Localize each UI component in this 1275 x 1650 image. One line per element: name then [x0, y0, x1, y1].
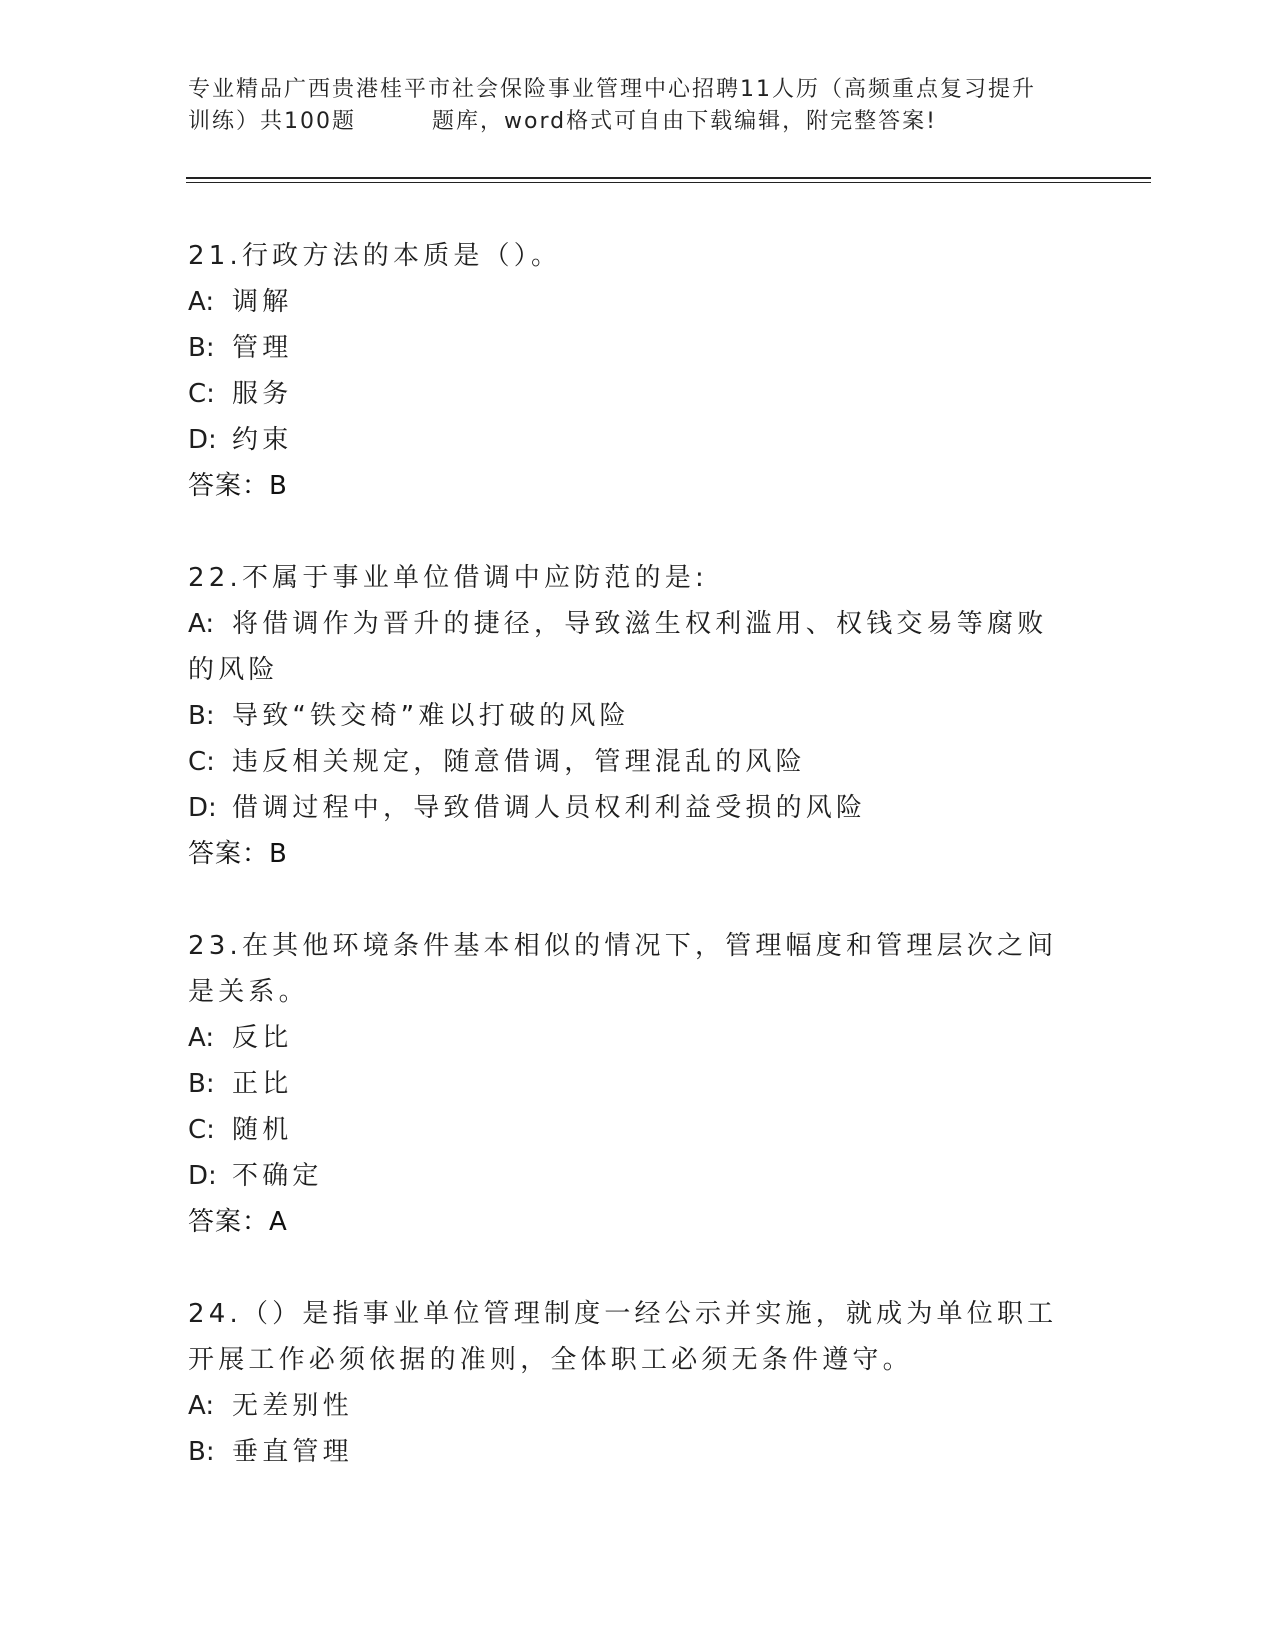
option-b — [188, 1061, 1068, 1107]
question-list — [188, 233, 1068, 1521]
option-b — [188, 1429, 1068, 1475]
option-a — [188, 279, 1068, 325]
option-text: 导致“铁交椅”难以打破的风险 — [232, 701, 630, 731]
option-key: A: — [188, 287, 215, 317]
option-a — [188, 1015, 1068, 1061]
option-text: 不确定 — [232, 1161, 323, 1191]
header-title-line2-right: 题库，word格式可自由下载编辑，附完整答案! — [432, 109, 937, 134]
option-text: 垂直管理 — [232, 1437, 353, 1467]
option-a — [188, 601, 1068, 693]
question-22 — [188, 555, 1068, 877]
question-23 — [188, 923, 1068, 1245]
option-key: B: — [188, 701, 215, 731]
header-divider-thin — [186, 182, 1151, 183]
option-text: 借调过程中，导致借调人员权利利益受损的风险 — [232, 793, 867, 823]
option-key: B: — [188, 333, 215, 363]
option-b — [188, 693, 1068, 739]
option-text: 服务 — [232, 379, 293, 409]
option-key: B: — [188, 1069, 215, 1099]
option-key: D: — [188, 425, 217, 455]
option-text: 违反相关规定，随意借调，管理混乱的风险 — [232, 747, 806, 777]
option-c — [188, 1107, 1068, 1153]
option-key: D: — [188, 793, 217, 823]
option-a — [188, 1383, 1068, 1429]
option-text: 反比 — [232, 1023, 293, 1053]
answer-line: 答案：B — [188, 471, 288, 501]
option-c — [188, 739, 1068, 785]
option-c — [188, 371, 1068, 417]
answer-line: 答案：B — [188, 839, 288, 869]
option-d — [188, 785, 1068, 831]
option-key: D: — [188, 1161, 217, 1191]
question-stem: 21.行政方法的本质是（）。 — [188, 241, 562, 271]
option-key: C: — [188, 379, 215, 409]
question-stem: 23.在其他环境条件基本相似的情况下，管理幅度和管理层次之间是关系。 — [188, 931, 1058, 1007]
option-text: 将借调作为晋升的捷径，导致滋生权利滥用、权钱交易等腐败的风险 — [188, 609, 1048, 685]
option-key: C: — [188, 747, 215, 777]
header-title-line2 — [188, 106, 1088, 138]
option-key: B: — [188, 1437, 215, 1467]
option-key: A: — [188, 609, 215, 639]
option-text: 无差别性 — [232, 1391, 353, 1421]
option-text: 管理 — [232, 333, 293, 363]
option-key: C: — [188, 1115, 215, 1145]
option-d — [188, 417, 1068, 463]
document-header — [188, 74, 1088, 138]
option-key: A: — [188, 1391, 215, 1421]
header-divider-thick — [186, 177, 1151, 179]
option-key: A: — [188, 1023, 215, 1053]
option-text: 调解 — [232, 287, 293, 317]
answer-line: 答案：A — [188, 1207, 288, 1237]
question-stem: 22.不属于事业单位借调中应防范的是: — [188, 563, 708, 593]
option-text: 约束 — [232, 425, 293, 455]
question-24 — [188, 1291, 1068, 1475]
option-d — [188, 1153, 1068, 1199]
option-text: 随机 — [232, 1115, 293, 1145]
question-stem: 24.（）是指事业单位管理制度一经公示并实施，就成为单位职工开展工作必须依据的准则，全体职工必须无条件遵守。 — [188, 1299, 1058, 1375]
header-title-line1: 专业精品广西贵港桂平市社会保险事业管理中心招聘11人历（高频重点复习提升 — [188, 77, 1036, 102]
header-title-line2-left: 训练）共100题 — [188, 109, 356, 134]
option-text: 正比 — [232, 1069, 293, 1099]
option-b — [188, 325, 1068, 371]
question-21 — [188, 233, 1068, 509]
